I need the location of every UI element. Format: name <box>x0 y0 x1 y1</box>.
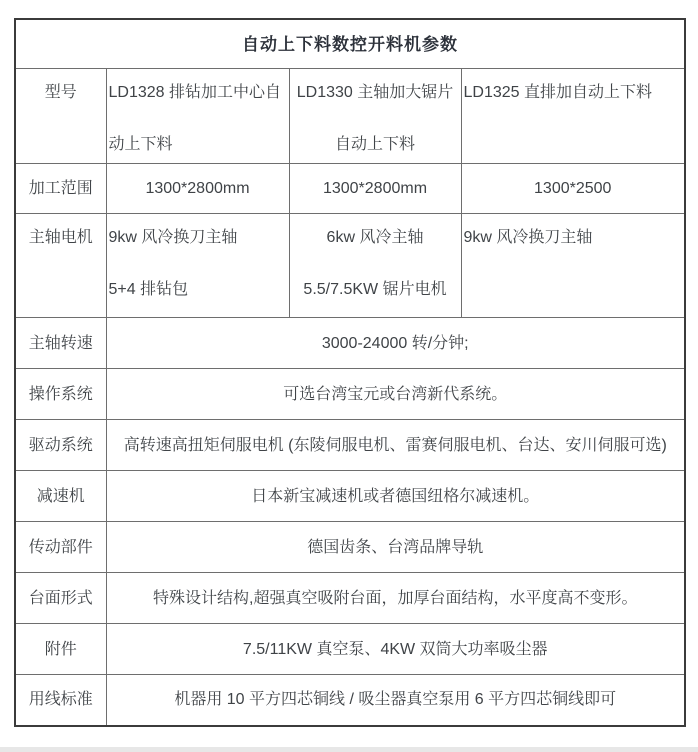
spec-row-label: 台面形式 <box>15 573 106 624</box>
spec-cell-line: 9kw 风冷换刀主轴 <box>463 229 593 246</box>
spec-cell <box>106 164 289 214</box>
spec-value: 3000-24000 转/分钟; <box>106 318 685 369</box>
spec-cell <box>461 164 685 214</box>
spec-value: 可选台湾宝元或台湾新代系统。 <box>106 369 685 420</box>
table-row <box>15 318 685 369</box>
spec-row-label: 传动部件 <box>15 522 106 573</box>
spec-row-label: 用线标准 <box>15 675 106 726</box>
spec-cell-line: 1300*2500 <box>534 180 612 197</box>
table-row <box>15 675 685 726</box>
spec-cell-line: 5+4 排钻包 <box>108 281 189 298</box>
spec-cell <box>289 69 461 164</box>
spec-row-label: 加工范围 <box>15 164 106 214</box>
table-row <box>15 624 685 675</box>
table-row <box>15 522 685 573</box>
table-title: 自动上下料数控开料机参数 <box>15 19 685 69</box>
spec-row-label: 附件 <box>15 624 106 675</box>
spec-cell-line: 1300*2800mm <box>145 180 250 197</box>
spec-value: 特殊设计结构,超强真空吸附台面，加厚台面结构，水平度高不变形。 <box>106 573 685 624</box>
spec-cell-line: 5.5/7.5KW 锯片电机 <box>303 281 447 298</box>
spec-cell-line: 1300*2800mm <box>322 180 428 197</box>
spec-cell <box>289 214 461 318</box>
table-row <box>15 369 685 420</box>
table-row <box>15 471 685 522</box>
spec-cell-line: LD1330 主轴加大锯片 <box>296 84 454 101</box>
spec-cell <box>106 214 289 318</box>
spec-table <box>14 18 686 727</box>
page-bottom-edge <box>0 747 698 752</box>
spec-cell <box>289 164 461 214</box>
spec-value: 德国齿条、台湾品牌导轨 <box>106 522 685 573</box>
spec-cell-line: LD1328 排钻加工中心自 <box>108 84 281 101</box>
spec-table-container <box>14 18 684 727</box>
spec-cell-line: 动上下料 <box>108 136 173 153</box>
spec-cell-line: 6kw 风冷主轴 <box>326 229 424 246</box>
spec-cell <box>461 69 685 164</box>
spec-cell-line: 自动上下料 <box>334 136 415 153</box>
spec-cell <box>106 69 289 164</box>
spec-value: 高转速高扭矩伺服电机 (东陵伺服电机、雷赛伺服电机、台达、安川伺服可选) <box>106 420 685 471</box>
table-row <box>15 69 685 164</box>
spec-cell <box>461 214 685 318</box>
table-row <box>15 420 685 471</box>
spec-cell-line: 9kw 风冷换刀主轴 <box>108 229 238 246</box>
table-row <box>15 573 685 624</box>
spec-row-label: 减速机 <box>15 471 106 522</box>
table-row <box>15 214 685 318</box>
spec-row-label: 型号 <box>15 69 106 164</box>
spec-value: 7.5/11KW 真空泵、4KW 双筒大功率吸尘器 <box>106 624 685 675</box>
spec-row-label: 驱动系统 <box>15 420 106 471</box>
table-row <box>15 164 685 214</box>
spec-cell-line: LD1325 直排加自动上下料 <box>463 84 652 101</box>
spec-row-label: 操作系统 <box>15 369 106 420</box>
spec-value: 机器用 10 平方四芯铜线 / 吸尘器真空泵用 6 平方四芯铜线即可 <box>106 675 685 726</box>
spec-value: 日本新宝减速机或者德国纽格尔减速机。 <box>106 471 685 522</box>
spec-row-label: 主轴转速 <box>15 318 106 369</box>
title-row <box>15 19 685 69</box>
spec-row-label: 主轴电机 <box>15 214 106 318</box>
